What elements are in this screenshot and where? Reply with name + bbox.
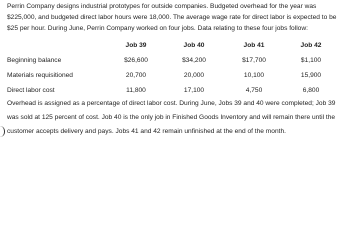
- table-header: [0, 40, 350, 51]
- outro-line-2: was sold at 125 percent of cost. Job 40 is the only job in Finished Goods Inventory and will remain there until the: [7, 114, 336, 121]
- row-label: Direct labor cost: [7, 87, 55, 94]
- table-row: [0, 85, 350, 96]
- outro-line-3: customer accepts delivery and pays. Jobs 41 and 42 remain unfinished at the end of the month.: [7, 128, 286, 135]
- column-header: Job 42: [300, 42, 322, 49]
- table-cell: $17,700: [242, 57, 266, 64]
- table-cell: 10,100: [243, 72, 265, 79]
- column-header: Job 41: [243, 42, 265, 49]
- table-cell: 4,750: [245, 87, 263, 94]
- table-cell: $26,600: [124, 57, 148, 64]
- table-cell: 6,800: [302, 87, 320, 94]
- row-label: Materials requisitioned: [7, 72, 73, 79]
- column-header: Job 40: [183, 42, 205, 49]
- table-row: [0, 55, 350, 66]
- intro-line-2: $225,000, and budgeted direct labor hours were 18,000. The average wage rate for direct labor is expected to be: [7, 14, 337, 21]
- table-cell: 11,800: [126, 87, 146, 94]
- table-row: [0, 70, 350, 81]
- table-cell: 15,900: [300, 72, 322, 79]
- table-cell: 17,100: [183, 87, 205, 94]
- table-cell: 20,700: [125, 72, 147, 79]
- column-header: Job 39: [125, 42, 147, 49]
- intro-line-1: Perrin Company designs industrial prototypes for outside companies. Budgeted overhead for the year was: [7, 3, 317, 10]
- bracket-mark: [0, 126, 5, 137]
- table-cell: $1,100: [300, 57, 322, 64]
- outro-line-1: Overhead is assigned as a percentage of direct labor cost. During June, Jobs 39 and 40 were completed; Job 39: [7, 100, 336, 107]
- table-cell: 20,000: [183, 72, 205, 79]
- intro-line-3: $25 per hour. During June, Perrin Company worked on four jobs. Data relating to these four jobs follow:: [7, 25, 308, 32]
- row-label: Beginning balance: [7, 57, 62, 64]
- table-cell: $34,200: [182, 57, 206, 64]
